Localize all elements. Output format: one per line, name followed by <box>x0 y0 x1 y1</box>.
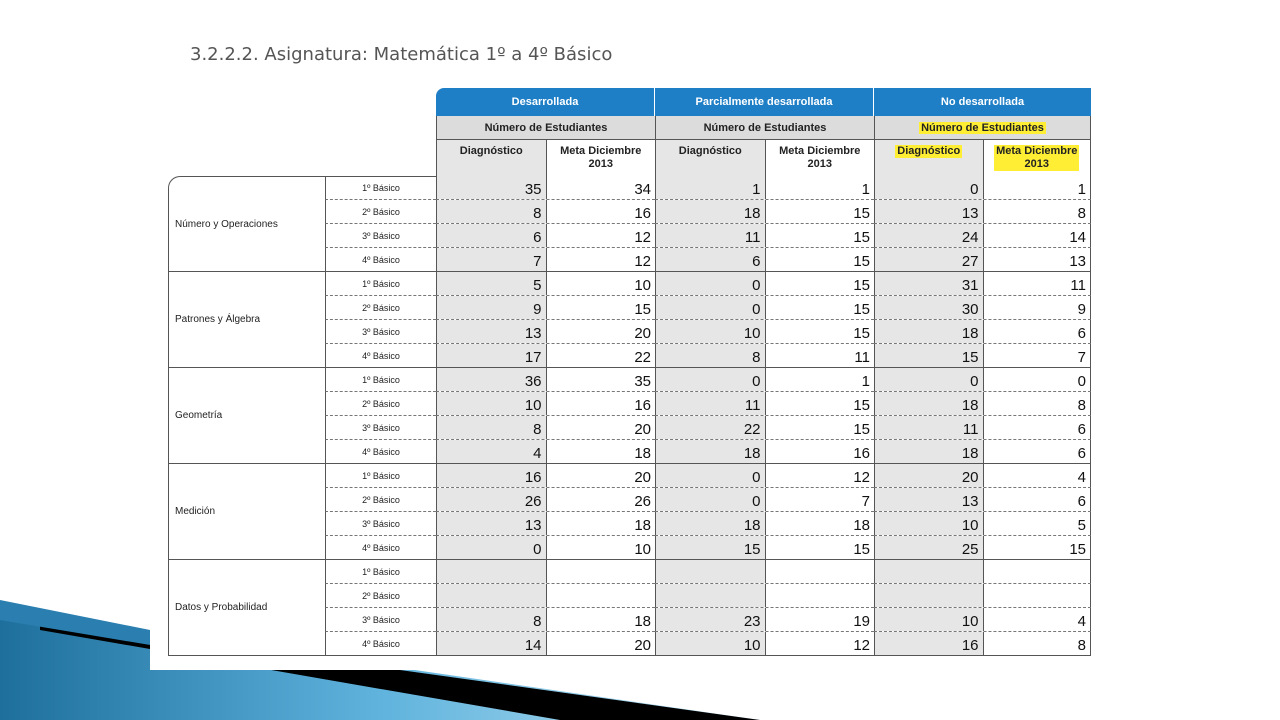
cell-meta: 10 <box>546 272 656 295</box>
cell-diagnostico: 6 <box>436 224 546 247</box>
cell-meta: 14 <box>983 224 1092 247</box>
cell-meta: 34 <box>546 176 656 199</box>
cell-meta: 15 <box>765 392 875 415</box>
table-row-group <box>436 176 655 200</box>
cell-meta: 7 <box>983 344 1092 367</box>
cell-meta <box>546 560 656 583</box>
table-row-group <box>436 608 655 632</box>
cell-meta: 18 <box>546 440 656 463</box>
table-row-group <box>436 416 655 440</box>
table-row-group <box>436 272 655 296</box>
col-meta-line1: Meta Diciembre <box>560 145 642 157</box>
cell-meta <box>983 584 1092 607</box>
table-row-group <box>436 200 655 224</box>
level-label: 3º Básico <box>325 416 436 440</box>
cell-diagnostico: 0 <box>655 488 765 511</box>
cell-meta: 16 <box>546 392 656 415</box>
cell-diagnostico: 14 <box>436 632 546 655</box>
table-row-group <box>874 392 1091 416</box>
table-row-group <box>436 248 655 272</box>
cell-meta: 5 <box>983 512 1092 535</box>
cell-meta: 6 <box>983 488 1092 511</box>
cell-meta: 8 <box>983 632 1092 655</box>
level-label: 1º Básico <box>325 464 436 488</box>
cell-diagnostico: 18 <box>655 512 765 535</box>
cell-meta: 4 <box>983 608 1092 631</box>
cell-diagnostico: 36 <box>436 368 546 391</box>
cell-meta: 15 <box>765 296 875 319</box>
cell-diagnostico <box>436 560 546 583</box>
cell-diagnostico: 0 <box>655 296 765 319</box>
table-row-group <box>436 632 655 656</box>
cell-meta: 20 <box>546 464 656 487</box>
cell-diagnostico: 13 <box>436 512 546 535</box>
level-label: 4º Básico <box>325 536 436 560</box>
table-row-group <box>874 416 1091 440</box>
header-parcialmente: Parcialmente desarrollada <box>655 88 874 116</box>
col-meta <box>546 140 656 176</box>
cell-diagnostico: 18 <box>874 440 983 463</box>
table-row-group <box>436 368 655 392</box>
cell-meta <box>546 584 656 607</box>
table-row-group <box>655 632 874 656</box>
cell-meta: 18 <box>546 608 656 631</box>
cell-diagnostico: 11 <box>655 224 765 247</box>
cell-meta: 4 <box>983 464 1092 487</box>
table-row-group <box>874 272 1091 296</box>
cell-meta: 15 <box>765 536 875 559</box>
table-row-group <box>436 488 655 512</box>
table-row-group <box>655 368 874 392</box>
table-row-group <box>655 272 874 296</box>
cell-diagnostico: 0 <box>436 536 546 559</box>
level-label: 1º Básico <box>325 176 436 200</box>
col-diagnostico <box>874 140 983 176</box>
table-row-group <box>874 344 1091 368</box>
level-label: 3º Básico <box>325 224 436 248</box>
cell-meta: 16 <box>546 200 656 223</box>
col-meta-line2: 2013 <box>588 158 613 170</box>
header-blank <box>168 140 436 176</box>
cell-diagnostico: 20 <box>874 464 983 487</box>
table-row-group <box>874 440 1091 464</box>
table-row-group <box>436 344 655 368</box>
cell-meta: 15 <box>765 320 875 343</box>
level-label: 3º Básico <box>325 512 436 536</box>
table-row-group <box>436 464 655 488</box>
cell-diagnostico: 15 <box>874 344 983 367</box>
table-row-group <box>874 560 1091 584</box>
cell-meta: 15 <box>765 416 875 439</box>
cell-meta: 12 <box>546 248 656 271</box>
cell-meta: 15 <box>765 272 875 295</box>
cell-meta <box>765 560 875 583</box>
cell-diagnostico: 30 <box>874 296 983 319</box>
cell-meta: 12 <box>765 632 875 655</box>
cell-meta: 1 <box>765 176 875 199</box>
page-title: 3.2.2.2. Asignatura: Matemática 1º a 4º Básico <box>190 44 613 65</box>
subcols-2 <box>655 140 874 176</box>
table-row-group <box>874 584 1091 608</box>
cell-diagnostico: 0 <box>874 176 983 199</box>
col-meta-line2: 2013 <box>1024 158 1049 170</box>
subheader-3-text: Número de Estudiantes <box>921 121 1044 134</box>
cell-diagnostico <box>874 560 983 583</box>
cell-meta: 6 <box>983 440 1092 463</box>
cell-diagnostico: 16 <box>874 632 983 655</box>
col-diagnostico-text: Diagnóstico <box>897 145 961 157</box>
level-label: 4º Básico <box>325 632 436 656</box>
cell-meta: 15 <box>765 224 875 247</box>
table-row-group <box>874 464 1091 488</box>
cell-diagnostico: 27 <box>874 248 983 271</box>
cell-diagnostico <box>436 584 546 607</box>
cell-diagnostico: 11 <box>874 416 983 439</box>
cell-diagnostico: 10 <box>874 512 983 535</box>
cell-diagnostico: 13 <box>436 320 546 343</box>
col-meta <box>983 140 1092 176</box>
table-row-group <box>874 320 1091 344</box>
level-label: 2º Básico <box>325 584 436 608</box>
level-label: 1º Básico <box>325 368 436 392</box>
table-row-group <box>874 176 1091 200</box>
cell-diagnostico: 31 <box>874 272 983 295</box>
cell-diagnostico: 13 <box>874 488 983 511</box>
cell-meta: 20 <box>546 320 656 343</box>
cell-diagnostico: 11 <box>655 392 765 415</box>
cell-meta: 26 <box>546 488 656 511</box>
cell-diagnostico <box>874 584 983 607</box>
col-diagnostico: Diagnóstico <box>655 140 765 176</box>
level-label: 4º Básico <box>325 344 436 368</box>
subheader-3 <box>874 116 1091 140</box>
cell-diagnostico <box>655 584 765 607</box>
cell-meta: 20 <box>546 416 656 439</box>
table-row-group <box>874 248 1091 272</box>
table-row-group <box>436 536 655 560</box>
table-row-group <box>655 536 874 560</box>
table-row-group <box>655 248 874 272</box>
level-label: 2º Básico <box>325 488 436 512</box>
table-row-group <box>874 536 1091 560</box>
area-name: Número y Operaciones <box>168 176 325 272</box>
subcols-1 <box>436 140 655 176</box>
cell-meta: 0 <box>983 368 1092 391</box>
cell-meta: 15 <box>546 296 656 319</box>
subcols-3 <box>874 140 1091 176</box>
cell-diagnostico: 18 <box>874 320 983 343</box>
cell-meta: 8 <box>983 200 1092 223</box>
table-row-group <box>874 512 1091 536</box>
cell-diagnostico: 7 <box>436 248 546 271</box>
cell-diagnostico: 8 <box>436 416 546 439</box>
table-row-group <box>436 440 655 464</box>
cell-meta: 1 <box>983 176 1092 199</box>
level-label: 3º Básico <box>325 320 436 344</box>
cell-meta: 22 <box>546 344 656 367</box>
cell-meta: 15 <box>765 248 875 271</box>
area-name: Datos y Probabilidad <box>168 560 325 656</box>
level-label: 2º Básico <box>325 296 436 320</box>
cell-diagnostico: 0 <box>655 464 765 487</box>
table-row-group <box>655 392 874 416</box>
area-name: Patrones y Álgebra <box>168 272 325 368</box>
table-row-group <box>436 224 655 248</box>
table-row-group <box>655 608 874 632</box>
table-row-group <box>655 176 874 200</box>
level-label: 4º Básico <box>325 248 436 272</box>
cell-meta: 10 <box>546 536 656 559</box>
table-row-group <box>655 512 874 536</box>
cell-diagnostico: 5 <box>436 272 546 295</box>
table-row-group <box>436 296 655 320</box>
results-table <box>168 88 1088 660</box>
cell-meta: 13 <box>983 248 1092 271</box>
table-row-group <box>874 224 1091 248</box>
cell-diagnostico: 15 <box>655 536 765 559</box>
cell-meta: 19 <box>765 608 875 631</box>
cell-meta: 9 <box>983 296 1092 319</box>
table-row-group <box>655 200 874 224</box>
table-row-group <box>655 416 874 440</box>
subheader-2: Número de Estudiantes <box>655 116 874 140</box>
table-row-group <box>874 488 1091 512</box>
level-label: 4º Básico <box>325 440 436 464</box>
table-row-group <box>655 440 874 464</box>
cell-diagnostico: 10 <box>655 632 765 655</box>
cell-meta <box>983 560 1092 583</box>
cell-diagnostico: 0 <box>655 272 765 295</box>
table-row-group <box>655 560 874 584</box>
cell-diagnostico: 0 <box>655 368 765 391</box>
cell-diagnostico <box>655 560 765 583</box>
table-row-group <box>655 344 874 368</box>
col-meta-line1: Meta Diciembre <box>779 145 861 157</box>
cell-diagnostico: 25 <box>874 536 983 559</box>
level-label: 1º Básico <box>325 560 436 584</box>
level-label: 2º Básico <box>325 200 436 224</box>
cell-meta: 11 <box>983 272 1092 295</box>
cell-meta: 18 <box>546 512 656 535</box>
table-row-group <box>874 608 1091 632</box>
cell-meta: 11 <box>765 344 875 367</box>
header-blank <box>168 88 436 116</box>
table-row-group <box>655 584 874 608</box>
subheader-1: Número de Estudiantes <box>436 116 655 140</box>
cell-meta: 12 <box>765 464 875 487</box>
table-row-group <box>874 296 1091 320</box>
table-row-group <box>436 392 655 416</box>
level-label: 3º Básico <box>325 608 436 632</box>
table-row-group <box>655 488 874 512</box>
cell-diagnostico: 16 <box>436 464 546 487</box>
table-row-group <box>874 632 1091 656</box>
cell-diagnostico: 26 <box>436 488 546 511</box>
col-meta <box>765 140 875 176</box>
cell-diagnostico: 9 <box>436 296 546 319</box>
cell-diagnostico: 0 <box>874 368 983 391</box>
cell-diagnostico: 13 <box>874 200 983 223</box>
table-row-group <box>655 296 874 320</box>
cell-diagnostico: 24 <box>874 224 983 247</box>
table-row-group <box>436 320 655 344</box>
cell-meta: 6 <box>983 320 1092 343</box>
col-meta-line1: Meta Diciembre <box>996 145 1078 157</box>
table-row-group <box>655 224 874 248</box>
col-meta-line2: 2013 <box>807 158 832 170</box>
cell-diagnostico: 35 <box>436 176 546 199</box>
table-row-group <box>874 200 1091 224</box>
cell-diagnostico: 10 <box>874 608 983 631</box>
col-diagnostico: Diagnóstico <box>436 140 546 176</box>
cell-meta: 8 <box>983 392 1092 415</box>
cell-meta <box>765 584 875 607</box>
cell-meta: 16 <box>765 440 875 463</box>
cell-meta: 18 <box>765 512 875 535</box>
cell-diagnostico: 22 <box>655 416 765 439</box>
cell-diagnostico: 23 <box>655 608 765 631</box>
cell-meta: 7 <box>765 488 875 511</box>
table-row-group <box>655 320 874 344</box>
cell-meta: 35 <box>546 368 656 391</box>
cell-diagnostico: 6 <box>655 248 765 271</box>
cell-diagnostico: 1 <box>655 176 765 199</box>
table-row-group <box>436 560 655 584</box>
area-name: Geometría <box>168 368 325 464</box>
table-row-group <box>436 512 655 536</box>
table-row-group <box>655 464 874 488</box>
cell-diagnostico: 18 <box>655 440 765 463</box>
col-meta-text <box>994 145 1079 171</box>
header-blank <box>168 116 436 140</box>
cell-meta: 1 <box>765 368 875 391</box>
table-row-group <box>436 584 655 608</box>
level-label: 1º Básico <box>325 272 436 296</box>
cell-diagnostico: 8 <box>436 200 546 223</box>
cell-meta: 20 <box>546 632 656 655</box>
cell-diagnostico: 18 <box>874 392 983 415</box>
area-name: Medición <box>168 464 325 560</box>
cell-diagnostico: 8 <box>655 344 765 367</box>
level-label: 2º Básico <box>325 392 436 416</box>
cell-diagnostico: 17 <box>436 344 546 367</box>
cell-meta: 15 <box>765 200 875 223</box>
cell-diagnostico: 10 <box>436 392 546 415</box>
cell-diagnostico: 4 <box>436 440 546 463</box>
header-desarrollada: Desarrollada <box>436 88 655 116</box>
cell-diagnostico: 10 <box>655 320 765 343</box>
header-no-desarrollada: No desarrollada <box>874 88 1091 116</box>
table-row-group <box>874 368 1091 392</box>
cell-meta: 15 <box>983 536 1092 559</box>
cell-diagnostico: 8 <box>436 608 546 631</box>
cell-meta: 12 <box>546 224 656 247</box>
cell-diagnostico: 18 <box>655 200 765 223</box>
cell-meta: 6 <box>983 416 1092 439</box>
